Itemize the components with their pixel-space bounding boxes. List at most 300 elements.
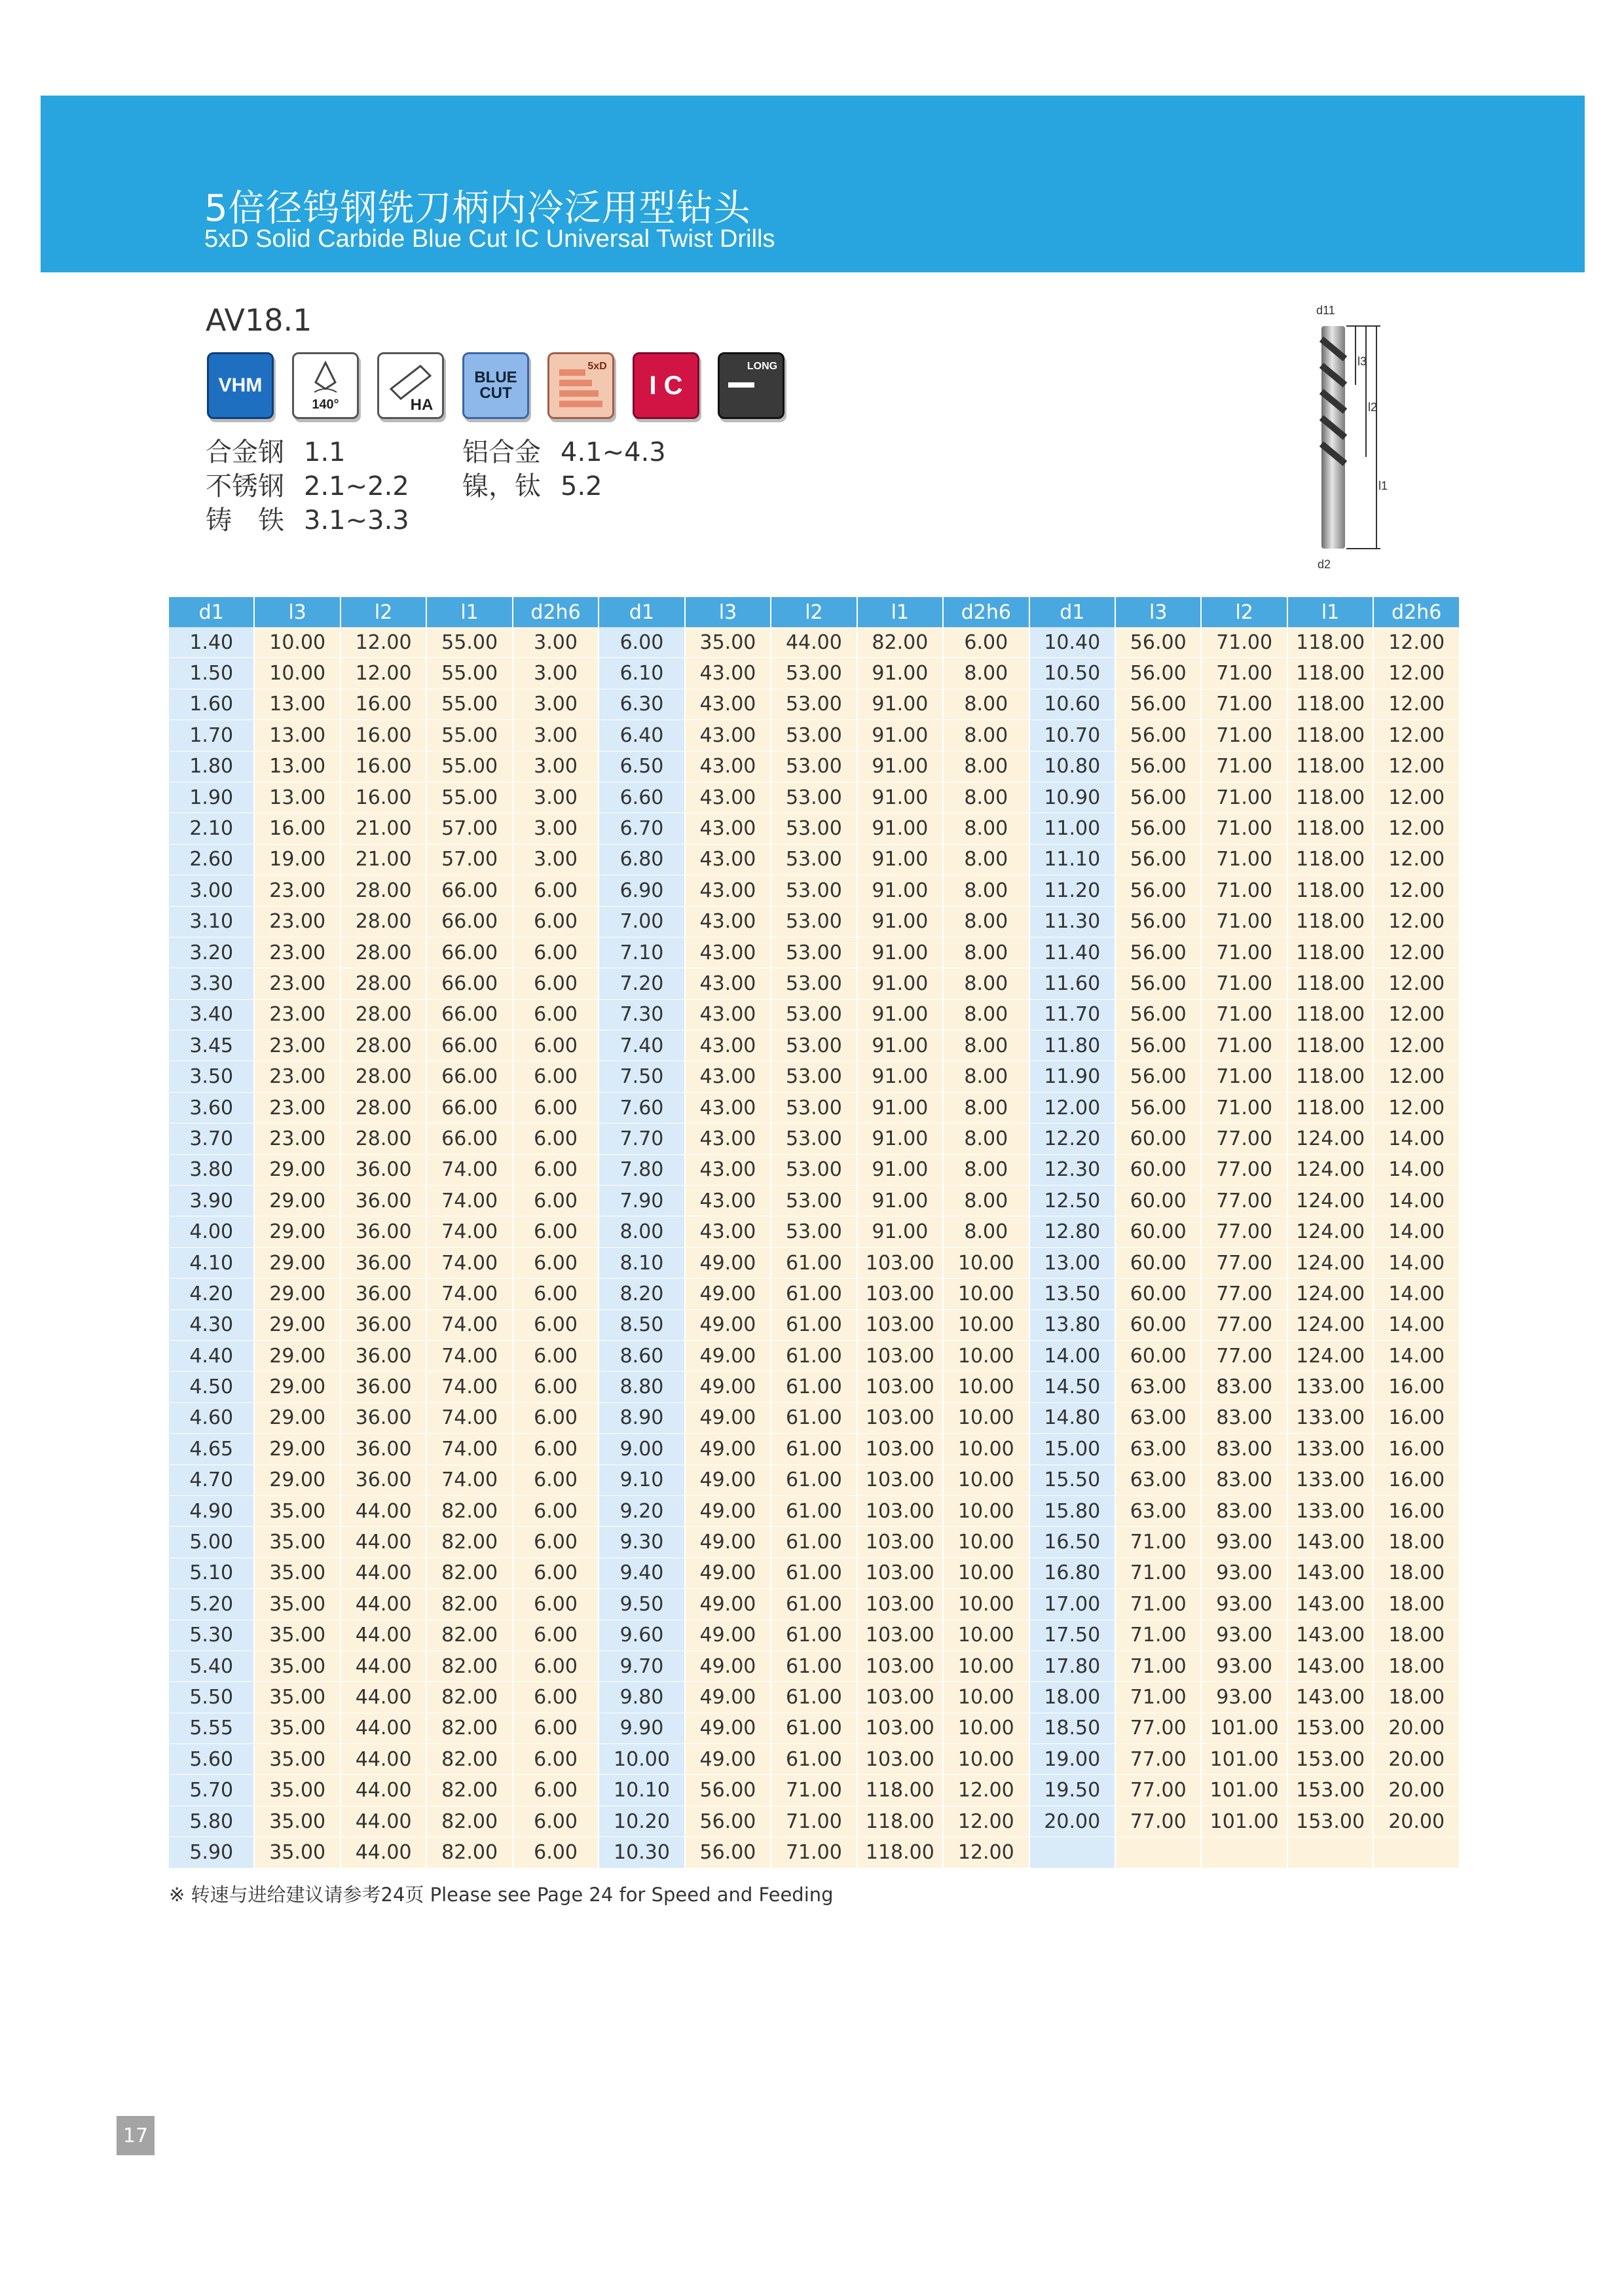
table-cell: 28.00 (341, 1123, 427, 1154)
svg-text:d2: d2 (1318, 558, 1331, 571)
table-cell: 61.00 (771, 1465, 857, 1496)
table-cell: 71.00 (1202, 752, 1287, 782)
table-cell: 28.00 (341, 1000, 427, 1030)
material-nickel-titanium: 镍，钛 5.2 (462, 471, 602, 501)
table-cell: 91.00 (858, 752, 944, 782)
column-header: d1 (169, 597, 255, 627)
table-cell: 53.00 (771, 1186, 857, 1216)
table-cell: 18.00 (1374, 1558, 1460, 1589)
table-cell: 133.00 (1288, 1403, 1374, 1434)
table-row (169, 1589, 1460, 1620)
drill-dimensions-table (169, 597, 1460, 1868)
table-cell: 6.00 (513, 1713, 599, 1744)
table-cell: 5.70 (169, 1775, 255, 1806)
table-cell: 8.00 (944, 1123, 1029, 1154)
table-cell: 63.00 (1116, 1403, 1202, 1434)
table-cell: 6.00 (513, 1775, 599, 1806)
table-cell: 14.00 (1374, 1248, 1460, 1279)
table-cell: 5.40 (169, 1651, 255, 1682)
table-cell: 36.00 (341, 1310, 427, 1341)
table-cell: 23.00 (255, 875, 341, 906)
table-cell: 74.00 (427, 1372, 513, 1402)
table-cell: 103.00 (858, 1403, 944, 1434)
table-cell: 5.55 (169, 1713, 255, 1744)
table-cell: 6.00 (513, 1061, 599, 1092)
table-cell: 6.00 (513, 1651, 599, 1682)
table-cell: 56.00 (1116, 782, 1202, 813)
table-cell: 77.00 (1202, 1310, 1287, 1341)
table-cell: 53.00 (771, 1061, 857, 1092)
table-cell: 44.00 (341, 1620, 427, 1651)
table-cell: 66.00 (427, 1123, 513, 1154)
material-aluminum: 铝合金 4.1~4.3 (462, 437, 666, 467)
table-cell: 35.00 (255, 1744, 341, 1775)
table-cell: 56.00 (1116, 720, 1202, 751)
table-cell: 12.00 (1374, 813, 1460, 844)
table-cell: 13.80 (1030, 1310, 1116, 1341)
column-header: l2 (1202, 597, 1287, 627)
table-row (169, 1403, 1460, 1434)
table-cell: 55.00 (427, 720, 513, 751)
table-cell: 14.50 (1030, 1372, 1116, 1402)
table-cell: 49.00 (686, 1248, 771, 1279)
table-cell: 61.00 (771, 1744, 857, 1775)
table-cell: 56.00 (1116, 845, 1202, 875)
table-cell: 16.00 (341, 720, 427, 751)
table-cell: 3.00 (513, 782, 599, 813)
table-cell: 20.00 (1374, 1775, 1460, 1806)
table-cell: 103.00 (858, 1248, 944, 1279)
table-cell: 9.00 (599, 1434, 685, 1465)
drill-diagram (1303, 300, 1401, 575)
column-header: l3 (686, 597, 771, 627)
table-cell: 35.00 (686, 627, 771, 658)
table-cell: 36.00 (341, 1465, 427, 1496)
table-cell: 77.00 (1116, 1775, 1202, 1806)
table-cell: 53.00 (771, 1000, 857, 1030)
table-cell: 49.00 (686, 1620, 771, 1651)
table-cell: 91.00 (858, 1000, 944, 1030)
table-cell: 14.00 (1374, 1155, 1460, 1186)
table-cell: 61.00 (771, 1589, 857, 1620)
table-cell: 6.30 (599, 689, 685, 720)
table-cell: 133.00 (1288, 1372, 1374, 1402)
table-row (169, 1682, 1460, 1713)
table-cell: 61.00 (771, 1434, 857, 1465)
table-cell: 91.00 (858, 1093, 944, 1123)
table-cell: 6.00 (513, 1248, 599, 1279)
table-row (169, 627, 1460, 658)
table-cell: 6.40 (599, 720, 685, 751)
table-cell: 10.00 (944, 1527, 1029, 1558)
table-cell: 29.00 (255, 1465, 341, 1496)
table-cell: 53.00 (771, 938, 857, 968)
table-cell: 12.00 (944, 1806, 1029, 1837)
table-cell: 11.80 (1030, 1030, 1116, 1061)
table-cell: 53.00 (771, 782, 857, 813)
table-cell: 7.50 (599, 1061, 685, 1092)
table-cell: 153.00 (1288, 1806, 1374, 1837)
table-cell: 12.00 (1374, 752, 1460, 782)
table-cell: 17.80 (1030, 1651, 1116, 1682)
table-cell: 49.00 (686, 1310, 771, 1341)
table-cell: 8.00 (944, 720, 1029, 751)
table-cell: 1.40 (169, 627, 255, 658)
long-icon (718, 352, 784, 419)
table-cell: 82.00 (427, 1806, 513, 1837)
table-cell: 118.00 (1288, 813, 1374, 844)
table-cell: 13.00 (255, 752, 341, 782)
table-cell: 63.00 (1116, 1372, 1202, 1402)
table-cell: 29.00 (255, 1434, 341, 1465)
material-alloy-steel: 合金钢 1.1 (206, 437, 346, 467)
table-cell: 91.00 (858, 1155, 944, 1186)
table-cell: 9.30 (599, 1527, 685, 1558)
page-title-en: 5xD Solid Carbide Blue Cut IC Universal Twist Drills (204, 225, 775, 253)
table-cell: 10.40 (1030, 627, 1116, 658)
svg-text:l2: l2 (1368, 401, 1378, 414)
table-cell: 82.00 (858, 627, 944, 658)
table-cell: 4.90 (169, 1496, 255, 1527)
table-cell: 10.20 (599, 1806, 685, 1837)
table-row (169, 1030, 1460, 1061)
table-cell: 3.40 (169, 1000, 255, 1030)
table-cell: 61.00 (771, 1713, 857, 1744)
table-cell: 12.00 (944, 1775, 1029, 1806)
table-cell: 82.00 (427, 1651, 513, 1682)
table-cell: 3.20 (169, 938, 255, 968)
table-cell: 6.00 (513, 1372, 599, 1402)
table-row (169, 1216, 1460, 1247)
table-cell: 6.00 (513, 938, 599, 968)
table-cell: 82.00 (427, 1589, 513, 1620)
column-header: l3 (255, 597, 341, 627)
table-cell: 143.00 (1288, 1682, 1374, 1713)
table-cell: 103.00 (858, 1713, 944, 1744)
table-cell: 103.00 (858, 1558, 944, 1589)
table-cell: 8.00 (944, 782, 1029, 813)
table-cell: 3.00 (513, 658, 599, 689)
table-cell: 10.00 (944, 1341, 1029, 1372)
table-row (169, 907, 1460, 938)
table-cell: 8.00 (944, 1155, 1029, 1186)
table-row (169, 1620, 1460, 1651)
table-cell: 3.00 (513, 689, 599, 720)
table-cell: 103.00 (858, 1341, 944, 1372)
table-cell: 29.00 (255, 1248, 341, 1279)
table-cell: 118.00 (1288, 782, 1374, 813)
ha-shank-icon (377, 352, 444, 419)
table-cell: 61.00 (771, 1372, 857, 1402)
column-header: d2h6 (944, 597, 1029, 627)
table-cell: 74.00 (427, 1155, 513, 1186)
table-cell: 29.00 (255, 1216, 341, 1247)
table-cell: 74.00 (427, 1248, 513, 1279)
table-cell: 63.00 (1116, 1496, 1202, 1527)
table-cell: 13.00 (255, 782, 341, 813)
table-cell: 53.00 (771, 1030, 857, 1061)
table-cell: 44.00 (341, 1806, 427, 1837)
table-cell: 118.00 (1288, 938, 1374, 968)
table-cell: 103.00 (858, 1496, 944, 1527)
table-cell: 36.00 (341, 1248, 427, 1279)
table-cell: 124.00 (1288, 1123, 1374, 1154)
table-cell: 6.70 (599, 813, 685, 844)
table-cell: 71.00 (771, 1775, 857, 1806)
table-cell: 12.00 (1374, 845, 1460, 875)
table-row (169, 1496, 1460, 1527)
table-cell: 77.00 (1202, 1186, 1287, 1216)
table-cell: 7.10 (599, 938, 685, 968)
table-cell: 153.00 (1288, 1775, 1374, 1806)
table-cell: 91.00 (858, 1186, 944, 1216)
table-cell: 124.00 (1288, 1310, 1374, 1341)
table-cell: 61.00 (771, 1682, 857, 1713)
table-cell: 16.00 (1374, 1434, 1460, 1465)
table-cell: 63.00 (1116, 1465, 1202, 1496)
table-cell: 82.00 (427, 1496, 513, 1527)
table-cell: 43.00 (686, 968, 771, 999)
table-cell: 11.20 (1030, 875, 1116, 906)
table-cell: 10.00 (255, 627, 341, 658)
table-cell: 71.00 (1202, 1093, 1287, 1123)
table-cell: 118.00 (1288, 627, 1374, 658)
table-cell: 56.00 (1116, 907, 1202, 938)
table-cell: 16.50 (1030, 1527, 1116, 1558)
table-cell: 74.00 (427, 1403, 513, 1434)
table-cell: 10.00 (944, 1558, 1029, 1589)
internal-coolant-icon: I C (633, 352, 699, 419)
table-cell: 56.00 (1116, 658, 1202, 689)
table-cell: 36.00 (341, 1341, 427, 1372)
table-cell: 55.00 (427, 752, 513, 782)
table-cell: 8.00 (944, 1000, 1029, 1030)
table-cell: 83.00 (1202, 1465, 1287, 1496)
table-cell: 6.00 (944, 627, 1029, 658)
table-cell: 13.00 (255, 689, 341, 720)
table-cell: 14.00 (1374, 1216, 1460, 1247)
table-cell: 103.00 (858, 1372, 944, 1402)
table-cell: 10.00 (944, 1434, 1029, 1465)
table-cell: 49.00 (686, 1744, 771, 1775)
table-cell: 118.00 (1288, 968, 1374, 999)
table-cell: 71.00 (1202, 1030, 1287, 1061)
table-cell: 49.00 (686, 1558, 771, 1589)
table-cell: 35.00 (255, 1682, 341, 1713)
table-cell: 153.00 (1288, 1744, 1374, 1775)
table-cell: 71.00 (1202, 1061, 1287, 1092)
table-row (169, 1837, 1460, 1868)
table-cell: 13.00 (255, 720, 341, 751)
table-cell: 43.00 (686, 1093, 771, 1123)
table-cell: 133.00 (1288, 1465, 1374, 1496)
table-cell: 82.00 (427, 1527, 513, 1558)
table-cell: 3.90 (169, 1186, 255, 1216)
table-cell: 153.00 (1288, 1713, 1374, 1744)
table-cell: 60.00 (1116, 1216, 1202, 1247)
table-cell: 29.00 (255, 1341, 341, 1372)
table-cell: 71.00 (1202, 782, 1287, 813)
column-header: d2h6 (1374, 597, 1460, 627)
table-cell: 17.50 (1030, 1620, 1116, 1651)
table-cell: 11.70 (1030, 1000, 1116, 1030)
table-cell: 7.60 (599, 1093, 685, 1123)
table-cell: 66.00 (427, 1030, 513, 1061)
table-cell: 12.00 (1374, 627, 1460, 658)
table-cell (1374, 1837, 1460, 1868)
table-row (169, 1806, 1460, 1837)
table-header-row (169, 597, 1460, 627)
table-cell: 118.00 (1288, 720, 1374, 751)
table-cell: 57.00 (427, 813, 513, 844)
table-cell: 10.10 (599, 1775, 685, 1806)
table-cell: 6.00 (513, 1030, 599, 1061)
table-cell: 10.00 (944, 1496, 1029, 1527)
table-cell: 36.00 (341, 1186, 427, 1216)
table-cell: 10.00 (944, 1372, 1029, 1402)
table-cell (1288, 1837, 1374, 1868)
table-cell: 71.00 (1202, 938, 1287, 968)
table-cell: 10.00 (599, 1744, 685, 1775)
table-cell: 53.00 (771, 813, 857, 844)
table-cell: 6.00 (513, 1434, 599, 1465)
table-cell: 5.80 (169, 1806, 255, 1837)
table-cell: 118.00 (1288, 752, 1374, 782)
table-cell: 10.50 (1030, 658, 1116, 689)
table-cell: 56.00 (1116, 689, 1202, 720)
table-cell: 91.00 (858, 1061, 944, 1092)
table-cell: 6.00 (513, 1527, 599, 1558)
table-cell: 44.00 (341, 1775, 427, 1806)
table-cell: 77.00 (1202, 1216, 1287, 1247)
table-cell: 18.00 (1030, 1682, 1116, 1713)
table-cell: 11.10 (1030, 845, 1116, 875)
table-row (169, 1310, 1460, 1341)
table-cell: 71.00 (1116, 1682, 1202, 1713)
table-cell: 20.00 (1030, 1806, 1116, 1837)
table-cell: 10.00 (944, 1651, 1029, 1682)
table-cell: 28.00 (341, 1061, 427, 1092)
table-cell: 16.00 (341, 752, 427, 782)
table-row (169, 1651, 1460, 1682)
table-cell: 9.20 (599, 1496, 685, 1527)
table-cell: 66.00 (427, 938, 513, 968)
column-header: l1 (427, 597, 513, 627)
table-cell: 11.60 (1030, 968, 1116, 999)
table-cell: 60.00 (1116, 1279, 1202, 1309)
table-cell: 43.00 (686, 689, 771, 720)
table-cell: 20.00 (1374, 1744, 1460, 1775)
table-cell: 71.00 (1202, 720, 1287, 751)
table-cell: 124.00 (1288, 1248, 1374, 1279)
table-cell: 55.00 (427, 689, 513, 720)
table-cell: 23.00 (255, 938, 341, 968)
svg-text:5xD: 5xD (587, 361, 607, 372)
table-cell: 66.00 (427, 875, 513, 906)
table-cell: 14.00 (1374, 1123, 1460, 1154)
table-cell: 12.00 (1374, 782, 1460, 813)
table-cell: 71.00 (1116, 1527, 1202, 1558)
table-cell: 49.00 (686, 1589, 771, 1620)
table-cell: 71.00 (771, 1806, 857, 1837)
table-cell: 8.00 (944, 845, 1029, 875)
table-cell: 12.80 (1030, 1216, 1116, 1247)
table-cell: 6.00 (513, 1000, 599, 1030)
table-cell: 18.00 (1374, 1682, 1460, 1713)
table-cell: 56.00 (1116, 875, 1202, 906)
table-cell: 53.00 (771, 752, 857, 782)
table-cell: 8.00 (599, 1216, 685, 1247)
table-cell: 77.00 (1202, 1155, 1287, 1186)
table-cell: 71.00 (1202, 813, 1287, 844)
table-cell: 16.00 (255, 813, 341, 844)
table-cell: 8.50 (599, 1310, 685, 1341)
table-cell: 91.00 (858, 875, 944, 906)
table-cell: 35.00 (255, 1558, 341, 1589)
table-cell (1202, 1837, 1287, 1868)
table-cell: 74.00 (427, 1279, 513, 1309)
table-cell: 12.00 (1374, 907, 1460, 938)
table-cell: 13.00 (1030, 1248, 1116, 1279)
table-cell: 53.00 (771, 1155, 857, 1186)
table-row (169, 938, 1460, 968)
table-cell: 44.00 (341, 1651, 427, 1682)
column-header: l1 (858, 597, 944, 627)
table-cell: 83.00 (1202, 1403, 1287, 1434)
table-cell: 60.00 (1116, 1186, 1202, 1216)
table-cell: 103.00 (858, 1589, 944, 1620)
table-cell: 83.00 (1202, 1496, 1287, 1527)
table-cell: 6.00 (513, 1837, 599, 1868)
table-cell: 71.00 (1202, 689, 1287, 720)
table-cell: 56.00 (1116, 1000, 1202, 1030)
table-cell: 4.20 (169, 1279, 255, 1309)
table-cell: 3.00 (513, 627, 599, 658)
column-header: d1 (599, 597, 685, 627)
table-cell: 71.00 (1116, 1558, 1202, 1589)
table-row (169, 658, 1460, 689)
table-cell: 60.00 (1116, 1310, 1202, 1341)
table-cell: 49.00 (686, 1465, 771, 1496)
table-cell: 56.00 (686, 1806, 771, 1837)
table-cell: 82.00 (427, 1558, 513, 1589)
table-cell: 118.00 (1288, 907, 1374, 938)
table-cell: 6.00 (513, 1744, 599, 1775)
table-cell: 35.00 (255, 1620, 341, 1651)
table-cell: 16.00 (1374, 1372, 1460, 1402)
table-cell: 12.30 (1030, 1155, 1116, 1186)
table-cell: 93.00 (1202, 1558, 1287, 1589)
table-cell: 12.50 (1030, 1186, 1116, 1216)
table-cell: 6.00 (513, 1806, 599, 1837)
table-cell: 35.00 (255, 1775, 341, 1806)
point-angle-140-icon (292, 352, 359, 419)
table-cell: 143.00 (1288, 1527, 1374, 1558)
table-cell: 53.00 (771, 845, 857, 875)
table-cell: 36.00 (341, 1155, 427, 1186)
table-cell: 20.00 (1374, 1713, 1460, 1744)
table-cell: 3.80 (169, 1155, 255, 1186)
table-cell: 28.00 (341, 875, 427, 906)
table-cell: 3.50 (169, 1061, 255, 1092)
column-header: d1 (1030, 597, 1116, 627)
table-cell: 43.00 (686, 907, 771, 938)
table-cell: 118.00 (858, 1775, 944, 1806)
table-cell: 91.00 (858, 968, 944, 999)
table-cell: 6.60 (599, 782, 685, 813)
table-cell: 21.00 (341, 845, 427, 875)
table-cell: 143.00 (1288, 1620, 1374, 1651)
